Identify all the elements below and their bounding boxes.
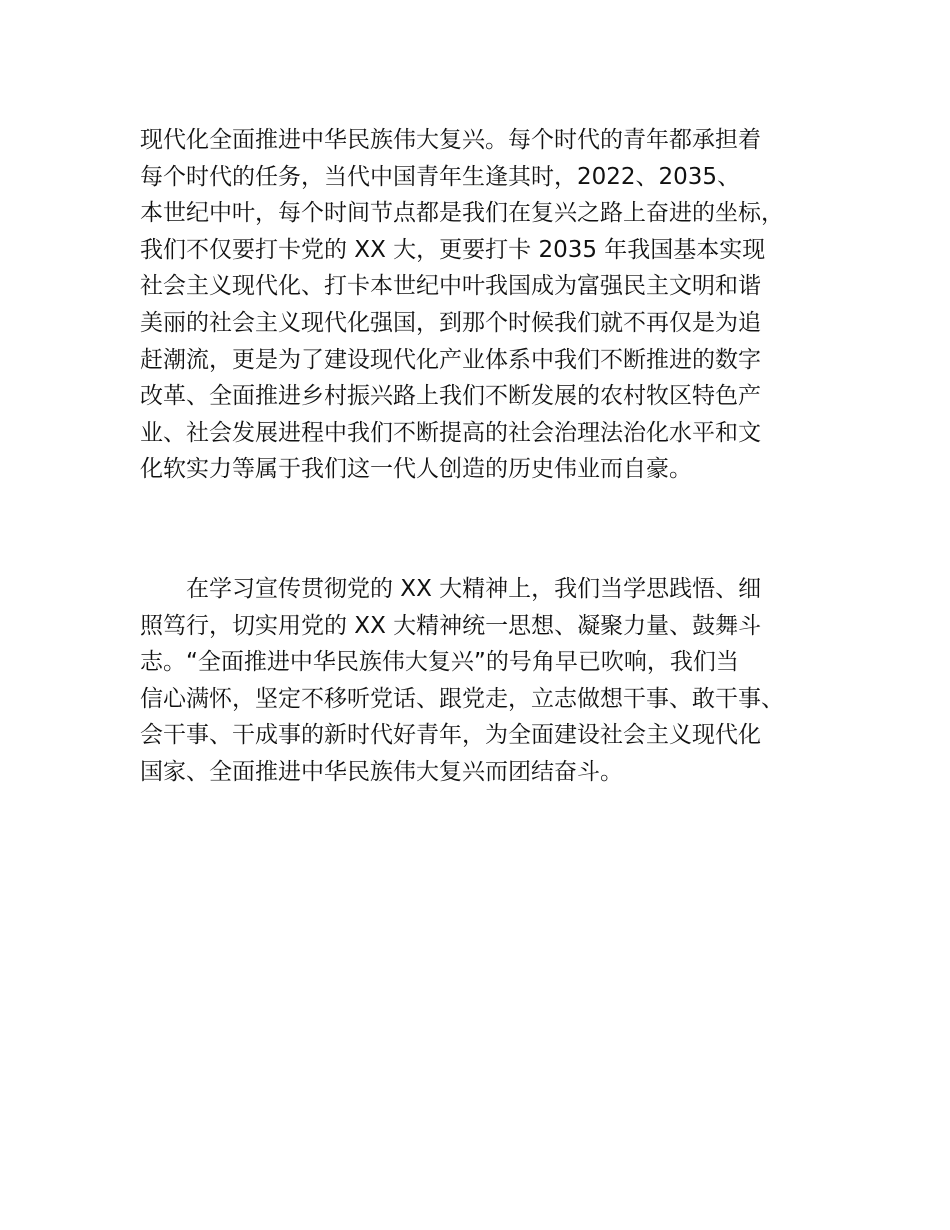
body-paragraph xyxy=(140,122,784,488)
paragraph-line: 在学习宣传贯彻党的 XX 大精神上，我们当学思践悟、细 xyxy=(186,576,762,602)
paragraph-line: 信心满怀，坚定不移听党话、跟党走，立志做想干事、敢干事、 xyxy=(140,685,784,712)
paragraph-line: 美丽的社会主义现代化强国，到那个时候我们就不再仅是为追 xyxy=(140,309,761,336)
paragraph-line: 改革、全面推进乡村振兴路上我们不断发展的农村牧区特色产 xyxy=(140,383,761,410)
paragraph-line: 国家、全面推进中华民族伟大复兴而团结奋斗。 xyxy=(140,758,623,785)
paragraph-line: 社会主义现代化、打卡本世纪中叶我国成为富强民主文明和谐 xyxy=(140,273,761,300)
paragraph-line: 本世纪中叶，每个时间节点都是我们在复兴之路上奋进的坐标， xyxy=(140,200,784,227)
paragraph-line: 业、社会发展进程中我们不断提高的社会治理法治化水平和文 xyxy=(140,419,761,446)
paragraph-line: 志。“全面推进中华民族伟大复兴”的号角早已吹响，我们当 xyxy=(140,649,739,676)
paragraph-line: 我们不仅要打卡党的 XX 大，更要打卡 2035 年我国基本实现 xyxy=(140,236,766,263)
paragraph-line: 照笃行，切实用党的 XX 大精神统一思想、凝聚力量、鼓舞斗 xyxy=(140,612,762,639)
paragraph-line: 现代化全面推进中华民族伟大复兴。每个时代的青年都承担着 xyxy=(140,127,761,153)
paragraph-line: 会干事、干成事的新时代好青年，为全面建设社会主义现代化 xyxy=(140,722,761,749)
paragraph-line: 每个时代的任务，当代中国青年生逢其时，2022、2035、 xyxy=(140,163,741,190)
paragraph-line: 化软实力等属于我们这一代人创造的历史伟业而自豪。 xyxy=(140,456,692,483)
body-paragraph xyxy=(140,571,784,791)
paragraph-line: 赶潮流，更是为了建设现代化产业体系中我们不断推进的数字 xyxy=(140,346,761,373)
